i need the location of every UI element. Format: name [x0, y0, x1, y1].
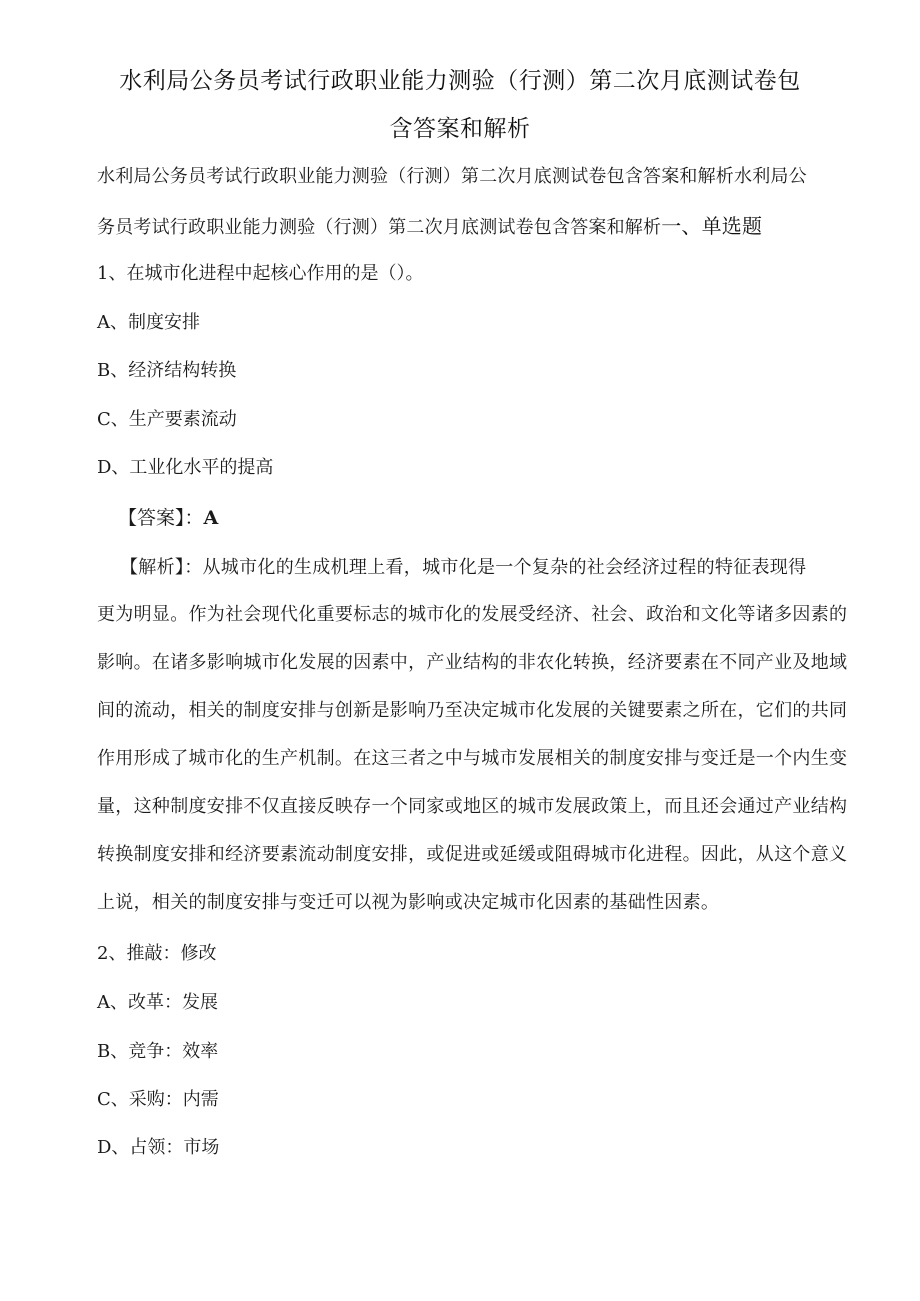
question-2-option-a: A、改革：发展 — [97, 992, 218, 1013]
question-1-option-c: C、生产要素流动 — [97, 409, 237, 430]
intro-line2-text: 务员考试行政职业能力测验（行测）第二次月底测试卷包含答案和解析 — [97, 217, 662, 238]
document-title-line2: 含答案和解析 — [389, 116, 531, 142]
explanation-line: 影响。在诸多影响城市化发展的因素中，产业结构的非农化转换，经济要素在不同产业及地域 — [97, 652, 848, 673]
section-heading: 一、单选题 — [661, 214, 763, 238]
explanation-line: 作用形成了城市化的生产机制。在这三者之中与城市发展相关的制度安排与变迁是一个内生变 — [97, 748, 848, 769]
question-1-option-b: B、经济结构转换 — [97, 360, 237, 381]
answer-label: 【答案】： — [118, 507, 204, 529]
document-title-line1: 水利局公务员考试行政职业能力测验（行测）第二次月底测试卷包 — [119, 68, 801, 94]
answer-value: A — [203, 507, 219, 529]
explanation-line: 上说，相关的制度安排与变迁可以视为影响或决定城市化因素的基础性因素。 — [97, 892, 720, 913]
question-2-option-c: C、采购：内需 — [97, 1089, 219, 1110]
intro-line2 — [97, 210, 877, 239]
explanation-line: 更为明显。作为社会现代化重要标志的城市化的发展受经济、社会、政治和文化等诸多因素的 — [97, 604, 848, 625]
explanation-line: 量，这种制度安排不仅直接反映存一个同家或地区的城市发展政策上，而且还会通过产业结构 — [97, 796, 848, 817]
explanation-line: 【解析】：从城市化的生成机理上看，城市化是一个复杂的社会经济过程的特征表现得 — [120, 557, 807, 578]
intro-line1: 水利局公务员考试行政职业能力测验（行测）第二次月底测试卷包含答案和解析水利局公 — [97, 166, 807, 187]
question-2-stem: 2、推敲：修改 — [97, 943, 217, 964]
question-2-option-d: D、占领：市场 — [97, 1137, 220, 1158]
question-1-option-d: D、工业化水平的提高 — [97, 457, 274, 478]
explanation-line: 间的流动，相关的制度安排与创新是影响乃至决定城市化发展的关键要素之所在，它们的共同 — [97, 700, 848, 721]
explanation-line: 转换制度安排和经济要素流动制度安排，或促进或延缓或阻碍城市化进程。因此，从这个意义 — [97, 844, 848, 865]
question-1-stem: 1、在城市化进程中起核心作用的是（）。 — [97, 263, 424, 284]
question-1-option-a: A、制度安排 — [97, 312, 200, 333]
question-2-option-b: B、竞争：效率 — [97, 1041, 219, 1062]
question-1-answer — [118, 503, 218, 530]
